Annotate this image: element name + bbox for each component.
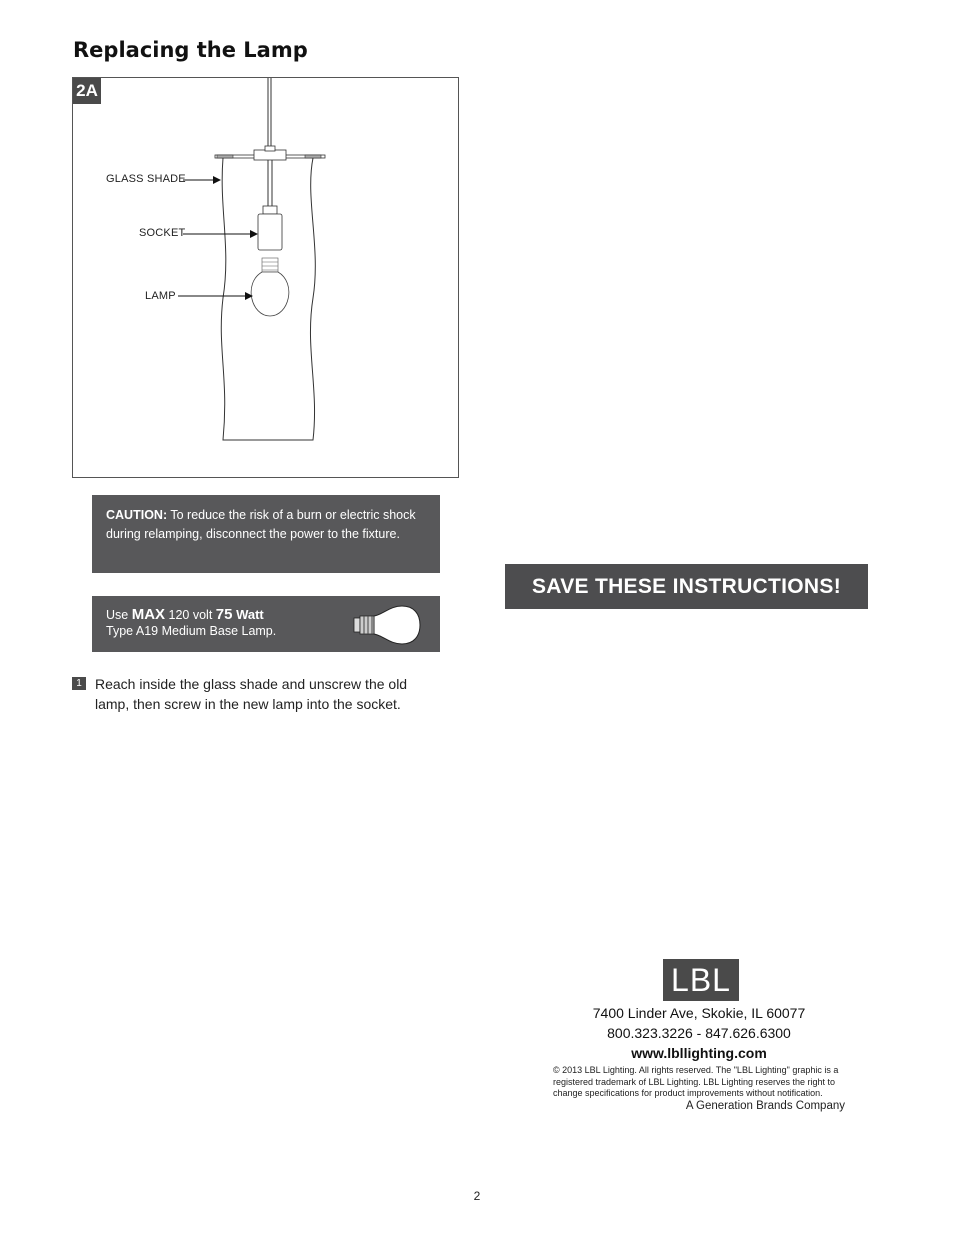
footer-address: 7400 Linder Ave, Skokie, IL 60077 — [592, 1005, 806, 1021]
footer-legal: © 2013 LBL Lighting. All rights reserved. The "LBL Lighting" graphic is a registered trademark of LBL Lighting. LBL Lighting reserves the right to change specifications for product improvements without notification. — [553, 1065, 839, 1098]
lamp-spec-use: Use — [106, 608, 132, 622]
pendant-illustration — [73, 78, 460, 479]
caution-label: CAUTION: — [106, 508, 168, 522]
socket-label: SOCKET — [139, 227, 186, 239]
lamp-spec-volt: 120 volt — [165, 608, 216, 622]
figure-tag: 2A — [73, 78, 101, 104]
figure-2a — [72, 77, 459, 478]
lbl-logo: LBL — [663, 959, 739, 1001]
page-title: Replacing the Lamp — [73, 38, 308, 62]
page-number: 2 — [473, 1189, 481, 1203]
footer-website[interactable]: www.lbllighting.com — [631, 1045, 767, 1061]
step-number: 1 — [72, 677, 86, 690]
lamp-label: LAMP — [145, 290, 176, 302]
footer-brand: A Generation Brands Company — [685, 1100, 845, 1112]
step-text: Reach inside the glass shade and unscrew the old lamp, then screw in the new lamp into the socket. — [95, 676, 408, 712]
light-bulb-icon — [352, 604, 422, 646]
glass-shade-label: GLASS SHADE — [106, 173, 186, 185]
lamp-spec-watt-value: 75 — [215, 606, 233, 623]
save-instructions-banner: SAVE THESE INSTRUCTIONS! — [505, 564, 868, 609]
lamp-spec-type: Type A19 Medium Base Lamp. — [106, 624, 277, 638]
caution-text: To reduce the risk of a burn or electric shock during relamping, disconnect the power to the fixture. — [106, 508, 416, 541]
caution-notice — [92, 495, 440, 573]
lamp-spec-watt-unit: Watt — [232, 607, 264, 622]
lamp-spec-max: MAX — [131, 606, 166, 623]
lamp-spec-box — [92, 596, 440, 652]
footer-phones: 800.323.3226 - 847.626.6300 — [607, 1025, 791, 1041]
